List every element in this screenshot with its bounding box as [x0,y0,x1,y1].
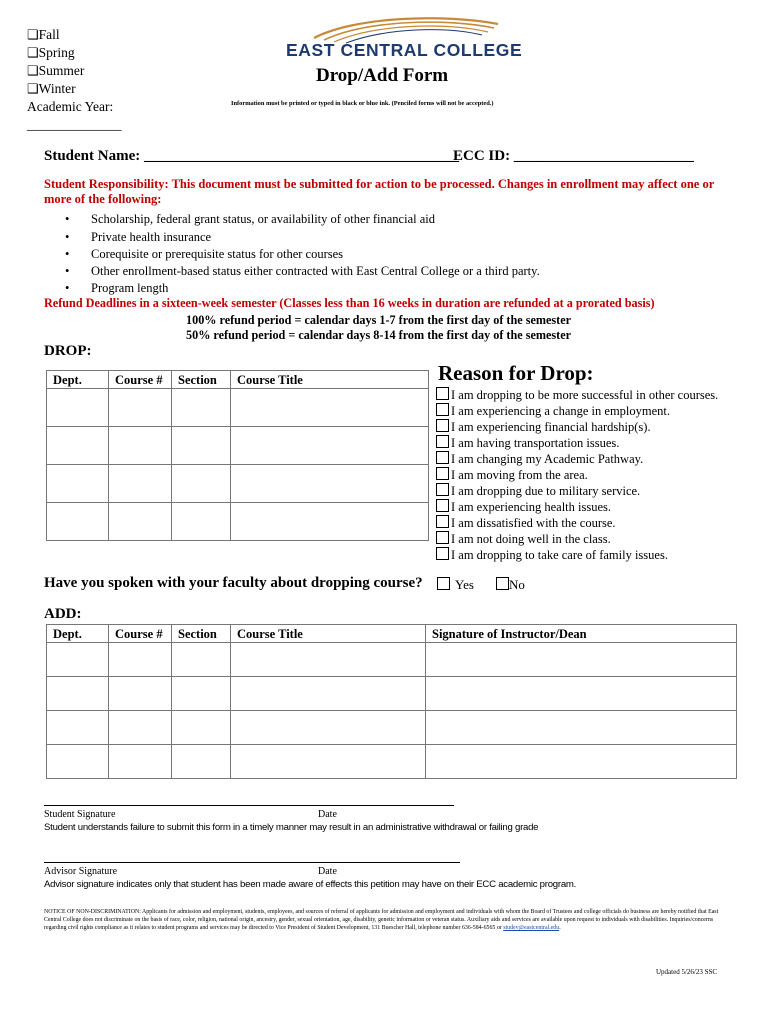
updated-note: Updated 5/26/23 SSC [656,968,718,976]
table-cell[interactable] [47,711,109,745]
drop-col-section: Section [172,371,231,389]
student-signature-line[interactable] [44,805,454,806]
reason-option[interactable]: I am dropping to be more successful in other courses. [436,387,718,403]
table-cell[interactable] [109,745,172,779]
student-name-field[interactable]: Student Name: __________________________________________ [44,148,459,164]
bullet-icon: • [65,264,70,278]
table-cell[interactable] [231,677,426,711]
reason-option[interactable]: I am having transportation issues. [436,435,619,451]
table-cell[interactable] [47,465,109,503]
term-option-fall[interactable] [27,27,60,43]
table-cell[interactable] [109,643,172,677]
table-row [47,745,737,779]
table-cell[interactable] [172,677,231,711]
table-row [47,677,737,711]
checkbox-icon[interactable]: ❑ [27,27,39,42]
table-row [47,643,737,677]
drop-table [46,370,429,541]
checkbox-icon[interactable] [496,577,509,590]
refund-heading: Refund Deadlines in a sixteen-week semester (Classes less than 16 weeks in duration are refunded at a prorated basis) [44,296,655,310]
table-cell[interactable] [172,643,231,677]
table-cell[interactable] [47,745,109,779]
table-cell[interactable] [109,677,172,711]
table-cell[interactable] [231,389,429,427]
term-option-spring[interactable] [27,45,75,61]
table-cell[interactable] [47,643,109,677]
list-item: • Private health insurance [65,230,212,244]
checkbox-icon[interactable] [436,387,449,400]
table-cell[interactable] [172,389,231,427]
table-row [47,389,429,427]
add-col-signature: Signature of Instructor/Dean [426,625,737,643]
table-cell[interactable] [109,711,172,745]
table-row [47,465,429,503]
table-cell[interactable] [109,427,172,465]
student-date-label: Date [318,809,337,820]
faculty-no-option[interactable]: No [496,577,525,593]
reason-option[interactable]: I am dissatisfied with the course. [436,515,616,531]
notice-email-link[interactable]: studev@eastcentral.edu [503,925,560,931]
refund-line-100: 100% refund period = calendar days 1-7 from the first day of the semester [186,313,572,327]
checkbox-icon[interactable] [436,419,449,432]
checkbox-icon[interactable] [436,403,449,416]
checkbox-icon[interactable] [436,435,449,448]
checkbox-icon[interactable] [436,547,449,560]
table-cell[interactable] [231,503,429,541]
reason-option[interactable]: I am dropping due to military service. [436,483,640,499]
term-option-winter[interactable] [27,81,76,97]
table-cell[interactable] [109,389,172,427]
table-cell[interactable] [231,465,429,503]
reason-option[interactable]: I am moving from the area. [436,467,588,483]
table-cell[interactable] [47,389,109,427]
reason-option[interactable]: I am experiencing health issues. [436,499,611,515]
drop-col-course-number: Course # [109,371,172,389]
checkbox-icon[interactable] [436,531,449,544]
reason-option[interactable]: I am dropping to take care of family issues. [436,547,668,563]
add-col-dept: Dept. [47,625,109,643]
reason-option[interactable]: I am experiencing financial hardship(s). [436,419,651,435]
advisor-date-label: Date [318,866,337,877]
table-cell[interactable] [47,503,109,541]
table-cell[interactable] [172,711,231,745]
table-cell[interactable] [47,677,109,711]
reason-option[interactable]: I am changing my Academic Pathway. [436,451,643,467]
reason-option[interactable]: I am experiencing a change in employment. [436,403,670,419]
advisor-signature-line[interactable] [44,862,460,863]
checkbox-icon[interactable] [436,483,449,496]
add-col-section: Section [172,625,231,643]
checkbox-icon[interactable] [437,577,450,590]
refund-line-50: 50% refund period = calendar days 8-14 from the first day of the semester [186,328,572,342]
table-cell[interactable] [231,745,426,779]
checkbox-icon[interactable] [436,451,449,464]
advisor-statement: Advisor signature indicates only that student has been made aware of effects this petition may have on their ECC academic program. [44,879,577,890]
table-cell[interactable] [426,677,737,711]
table-cell[interactable] [426,643,737,677]
college-logo: EAST CENTRAL COLLEGE [286,40,523,60]
checkbox-icon[interactable]: ❑ [27,81,39,96]
drop-col-dept: Dept. [47,371,109,389]
academic-year-line[interactable]: ______________ [27,117,122,132]
table-cell[interactable] [426,711,737,745]
list-item: • Other enrollment-based status either contracted with East Central College or a third party. [65,264,540,278]
list-item: • Program length [65,281,169,295]
term-label: Winter [38,81,76,96]
advisor-signature-label: Advisor Signature [44,866,118,877]
table-cell[interactable] [426,745,737,779]
student-signature-label: Student Signature [44,809,116,820]
table-cell[interactable] [172,503,231,541]
checkbox-icon[interactable]: ❑ [27,45,39,60]
term-label: Summer [38,63,85,78]
ecc-id-field[interactable]: ECC ID: ________________________ [453,148,694,164]
bullet-icon: • [65,281,70,295]
bullet-icon: • [65,212,70,226]
checkbox-icon[interactable] [436,499,449,512]
table-cell[interactable] [47,427,109,465]
table-cell[interactable] [172,427,231,465]
table-cell[interactable] [231,711,426,745]
bullet-icon: • [65,247,70,261]
add-col-course-number: Course # [109,625,172,643]
checkbox-icon[interactable] [436,467,449,480]
drop-heading: DROP: [44,343,92,359]
term-label: Spring [38,45,75,60]
add-table [46,624,737,779]
list-item: • Corequisite or prerequisite status for other courses [65,247,344,261]
academic-year-label: Academic Year: [27,99,114,114]
table-cell[interactable] [109,465,172,503]
faculty-yes-option[interactable]: Yes [437,577,474,593]
drop-col-course-title: Course Title [231,371,429,389]
table-row [47,711,737,745]
checkbox-icon[interactable]: ❑ [27,63,39,78]
add-heading: ADD: [44,606,82,622]
term-label: Fall [38,27,60,42]
checkbox-icon[interactable] [436,515,449,528]
table-cell[interactable] [172,465,231,503]
faculty-question: Have you spoken with your faculty about dropping course? [44,575,423,591]
table-cell[interactable] [109,503,172,541]
student-responsibility-text: Student Responsibility: This document must be submitted for action to be processed. Changes in enrollment may affect one or more of the following: [44,177,715,206]
reason-option[interactable]: I am not doing well in the class. [436,531,611,547]
non-discrimination-notice: NOTICE OF NON-DISCRIMINATION: Applicants for admission and employment, students, employees, and sources of referral of applicants for admission and employment and individuals with whom the Board of Trustees and college officials do business are hereby notified that East Central College does not discriminate on the basis of race, color, religion, national origin, ancestry, gender, sexual orientation, age, disability, genetic information or veteran status. Auxiliary aids and services are available upon request to individuals with disabilities. Inquiries/concerns regarding civil rights compliance as it relates to student programs and services may be directed to Vice President of Student Development, 131 Buescher Hall, telephone number 636-584-6565 or studev@eastcentral.edu. [44,909,719,931]
ink-notice: Information must be printed or typed in black or blue ink. (Penciled forms will not be accepted.) [231,100,494,107]
table-cell[interactable] [172,745,231,779]
table-cell[interactable] [231,643,426,677]
list-item: • Scholarship, federal grant status, or availability of other financial aid [65,212,435,226]
term-option-summer[interactable] [27,63,84,79]
add-col-course-title: Course Title [231,625,426,643]
form-title: Drop/Add Form [316,65,449,86]
table-row [47,503,429,541]
table-row [47,427,429,465]
table-cell[interactable] [231,427,429,465]
bullet-icon: • [65,230,70,244]
reason-heading: Reason for Drop: [438,361,594,385]
student-statement: Student understands failure to submit this form in a timely manner may result in an administrative withdrawal or failing grade [44,822,539,833]
